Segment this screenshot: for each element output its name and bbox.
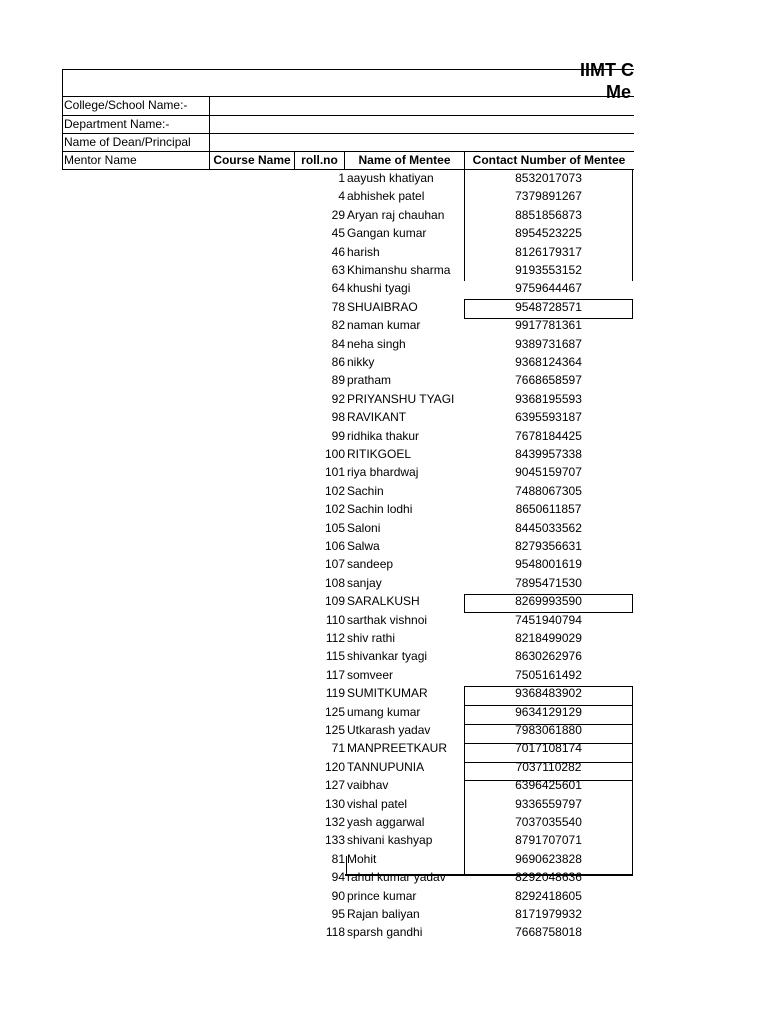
roll-number-cell: 71 <box>331 741 345 756</box>
contact-number-cell: 8650611857 <box>515 502 582 517</box>
contact-number-cell: 9548001619 <box>515 557 582 572</box>
contact-number-cell: 9389731687 <box>515 336 582 351</box>
column-divider <box>344 151 345 169</box>
roll-number-cell: 94 <box>331 870 345 885</box>
mentee-name-cell: Sachin <box>347 483 384 498</box>
contact-number-cell: 8954523225 <box>515 226 582 241</box>
contact-number-cell: 7017108174 <box>515 741 582 756</box>
contact-number-cell: 7668658597 <box>515 373 582 388</box>
contact-number-cell: 8630262976 <box>515 649 582 664</box>
mentee-name-cell: Aryan raj chauhan <box>347 207 445 222</box>
contact-number-cell: 8439957338 <box>515 447 582 461</box>
mentee-name-cell: sarthak vishnoi <box>347 612 428 627</box>
roll-number-cell: 81 <box>331 851 345 866</box>
roll-number-cell: 86 <box>331 355 345 369</box>
contact-number-cell: 8171979932 <box>515 907 582 921</box>
roll-number-cell: 106 <box>324 539 345 553</box>
roll-number-cell: 92 <box>331 391 345 406</box>
mentee-name-cell: MANPREETKAUR <box>347 741 448 756</box>
contact-number-cell: 9368483902 <box>515 686 582 701</box>
roll-number-cell: 63 <box>331 263 345 277</box>
contact-number-cell: 9917781361 <box>515 318 582 333</box>
mentee-name-cell: riya bhardwaj <box>347 465 419 480</box>
mentee-name-cell: RITIKGOEL <box>347 447 412 461</box>
mentee-name-cell: pratham <box>347 373 392 388</box>
mentee-name-cell: aayush khatiyan <box>347 171 434 185</box>
roll-number-cell: 102 <box>324 483 345 498</box>
roll-number-cell: 119 <box>325 686 345 701</box>
contact-number-cell: 8292048636 <box>515 870 582 885</box>
mentee-name-cell: khushi tyagi <box>347 281 411 296</box>
roll-number-cell: 109 <box>324 594 345 609</box>
roll-number-cell: 78 <box>331 299 345 314</box>
mentee-name-cell: shiv rathi <box>347 631 396 645</box>
course-column-header: Course Name <box>213 153 291 167</box>
roll-number-cell: 105 <box>324 520 345 535</box>
mentee-name-cell: rahul kumar yadav <box>347 870 446 885</box>
roll-number-cell: 107 <box>324 557 345 572</box>
roll-column-header: roll.no <box>301 153 338 167</box>
contact-number-cell: 7037035540 <box>515 815 582 829</box>
mentee-name-cell: umang kumar <box>347 704 421 719</box>
contact-number-cell: 9045159707 <box>515 465 582 480</box>
mentee-name-cell: sparsh gandhi <box>347 925 423 940</box>
contact-number-cell: 9336559797 <box>515 796 582 811</box>
contact-number-cell: 7451940794 <box>515 612 582 627</box>
contact-number-cell: 8269993590 <box>515 594 582 609</box>
roll-number-cell: 112 <box>325 631 345 645</box>
contact-number-cell: 8218499029 <box>515 631 582 645</box>
mentee-name-cell: vishal patel <box>347 796 408 811</box>
table-left-border <box>62 69 63 169</box>
department-label: Department Name:- <box>64 117 170 131</box>
column-divider <box>464 151 465 169</box>
roll-number-cell: 118 <box>325 925 345 940</box>
column-divider <box>294 151 295 169</box>
contact-number-cell: 9634129129 <box>515 704 582 719</box>
roll-number-cell: 127 <box>324 778 345 793</box>
roll-number-cell: 98 <box>331 410 345 425</box>
roll-number-cell: 108 <box>324 575 345 590</box>
mentee-name-cell: sandeep <box>347 557 394 572</box>
contact-number-cell: 9368195593 <box>515 391 582 406</box>
roll-number-cell: 29 <box>331 207 345 222</box>
roll-number-cell: 117 <box>325 667 345 682</box>
roll-number-cell: 99 <box>331 428 345 443</box>
contact-number-cell: 6396425601 <box>515 778 582 793</box>
contact-number-cell: 7037110282 <box>515 759 582 774</box>
contact-number-cell: 6395593187 <box>515 410 582 425</box>
contact-number-cell: 8791707071 <box>515 833 582 848</box>
contact-number-cell: 7678184425 <box>515 428 582 443</box>
mentee-name-cell: Rajan baliyan <box>347 907 420 921</box>
dean-label: Name of Dean/Principal <box>64 135 191 149</box>
mentee-name-cell: Sachin lodhi <box>347 502 413 517</box>
mentee-name-cell: sanjay <box>347 575 382 590</box>
contact-number-cell: 7668758018 <box>515 925 582 940</box>
roll-number-cell: 102 <box>324 502 345 517</box>
contact-number-cell: 8279356631 <box>515 539 582 553</box>
roll-number-cell: 89 <box>331 373 345 388</box>
contact-number-cell: 7379891267 <box>515 189 582 204</box>
contact-column-header: Contact Number of Mentee <box>472 153 626 167</box>
roll-number-cell: 120 <box>324 759 345 774</box>
mentee-name-cell: Utkarash yadav <box>347 723 431 737</box>
mentee-name-cell: somveer <box>347 667 394 682</box>
roll-number-cell: 4 <box>338 189 345 204</box>
contact-number-cell: 7488067305 <box>515 483 582 498</box>
roll-number-cell: 100 <box>324 447 345 461</box>
contact-number-cell: 9759644467 <box>515 281 582 296</box>
roll-number-cell: 64 <box>331 281 345 296</box>
mentee-name-cell: Mohit <box>347 851 377 866</box>
roll-number-cell: 130 <box>324 796 345 811</box>
roll-number-cell: 132 <box>324 815 345 829</box>
mentee-name-cell: Gangan kumar <box>347 226 427 241</box>
roll-number-cell: 95 <box>331 907 345 921</box>
mentee-name-cell: Salwa <box>347 539 380 553</box>
roll-number-cell: 125 <box>324 704 345 719</box>
roll-number-cell: 46 <box>331 244 345 259</box>
contact-number-cell: 8126179317 <box>515 244 582 259</box>
table-top-border <box>62 69 634 70</box>
mentee-name-cell: SUMITKUMAR <box>347 686 428 701</box>
sheet-title-line-1: IIMT C <box>580 60 634 80</box>
roll-number-cell: 1 <box>338 171 345 185</box>
mentee-name-cell: vaibhav <box>347 778 389 793</box>
mentee-name-cell: Saloni <box>347 520 381 535</box>
contact-number-cell: 7895471530 <box>515 575 582 590</box>
roll-number-cell: 115 <box>325 649 345 664</box>
mentee-name-cell: yash aggarwal <box>347 815 425 829</box>
roll-number-cell: 110 <box>325 612 345 627</box>
mentee-name-cell: RAVIKANT <box>347 410 407 425</box>
contact-number-cell: 9548728571 <box>515 299 582 314</box>
contact-number-cell: 8445033562 <box>515 520 582 535</box>
mentee-name-cell: shivani kashyap <box>347 833 433 848</box>
contact-number-cell: 8292418605 <box>515 888 582 903</box>
contact-number-cell: 9690623828 <box>515 851 582 866</box>
mentee-name-cell: TANNUPUNIA <box>347 759 425 774</box>
roll-number-cell: 125 <box>324 723 345 737</box>
mentee-name-cell: Khimanshu sharma <box>347 263 451 277</box>
contact-number-cell: 9368124364 <box>515 355 582 369</box>
mentee-name-cell: harish <box>347 244 380 259</box>
contact-number-cell: 7983061880 <box>515 723 582 737</box>
mentor-label: Mentor Name <box>64 153 137 167</box>
roll-number-cell: 45 <box>331 226 345 241</box>
mentee-name-cell: nikky <box>347 355 375 369</box>
roll-number-cell: 90 <box>331 888 345 903</box>
college-label: College/School Name:- <box>64 98 188 112</box>
mentee-name-cell: prince kumar <box>347 888 417 903</box>
sheet-title-line-2: Me <box>606 82 632 102</box>
contact-number-cell: 8532017073 <box>515 171 582 185</box>
mentee-name-cell: PRIYANSHU TYAGI <box>347 391 455 406</box>
mentee-name-cell: SARALKUSH <box>347 594 420 609</box>
mentee-name-cell: naman kumar <box>347 318 421 333</box>
contact-column-right-border <box>632 781 633 874</box>
mentee-name-cell: neha singh <box>347 336 406 351</box>
contact-number-cell: 7505161492 <box>515 667 582 682</box>
name-column-header: Name of Mentee <box>358 153 451 167</box>
mentee-name-cell: abhishek patel <box>347 189 425 204</box>
mentee-name-cell: ridhika thakur <box>347 428 420 443</box>
roll-number-cell: 101 <box>324 465 345 480</box>
roll-number-cell: 84 <box>331 336 345 351</box>
roll-number-cell: 82 <box>331 318 345 333</box>
mentee-name-cell: shivankar tyagi <box>347 649 428 664</box>
row-divider <box>62 169 210 170</box>
mentee-name-cell: SHUAIBRAO <box>347 299 418 314</box>
contact-number-cell: 9193553152 <box>515 263 582 277</box>
contact-number-cell: 8851856873 <box>515 207 582 222</box>
roll-number-cell: 133 <box>324 833 345 848</box>
contact-column-right-border <box>632 169 633 281</box>
